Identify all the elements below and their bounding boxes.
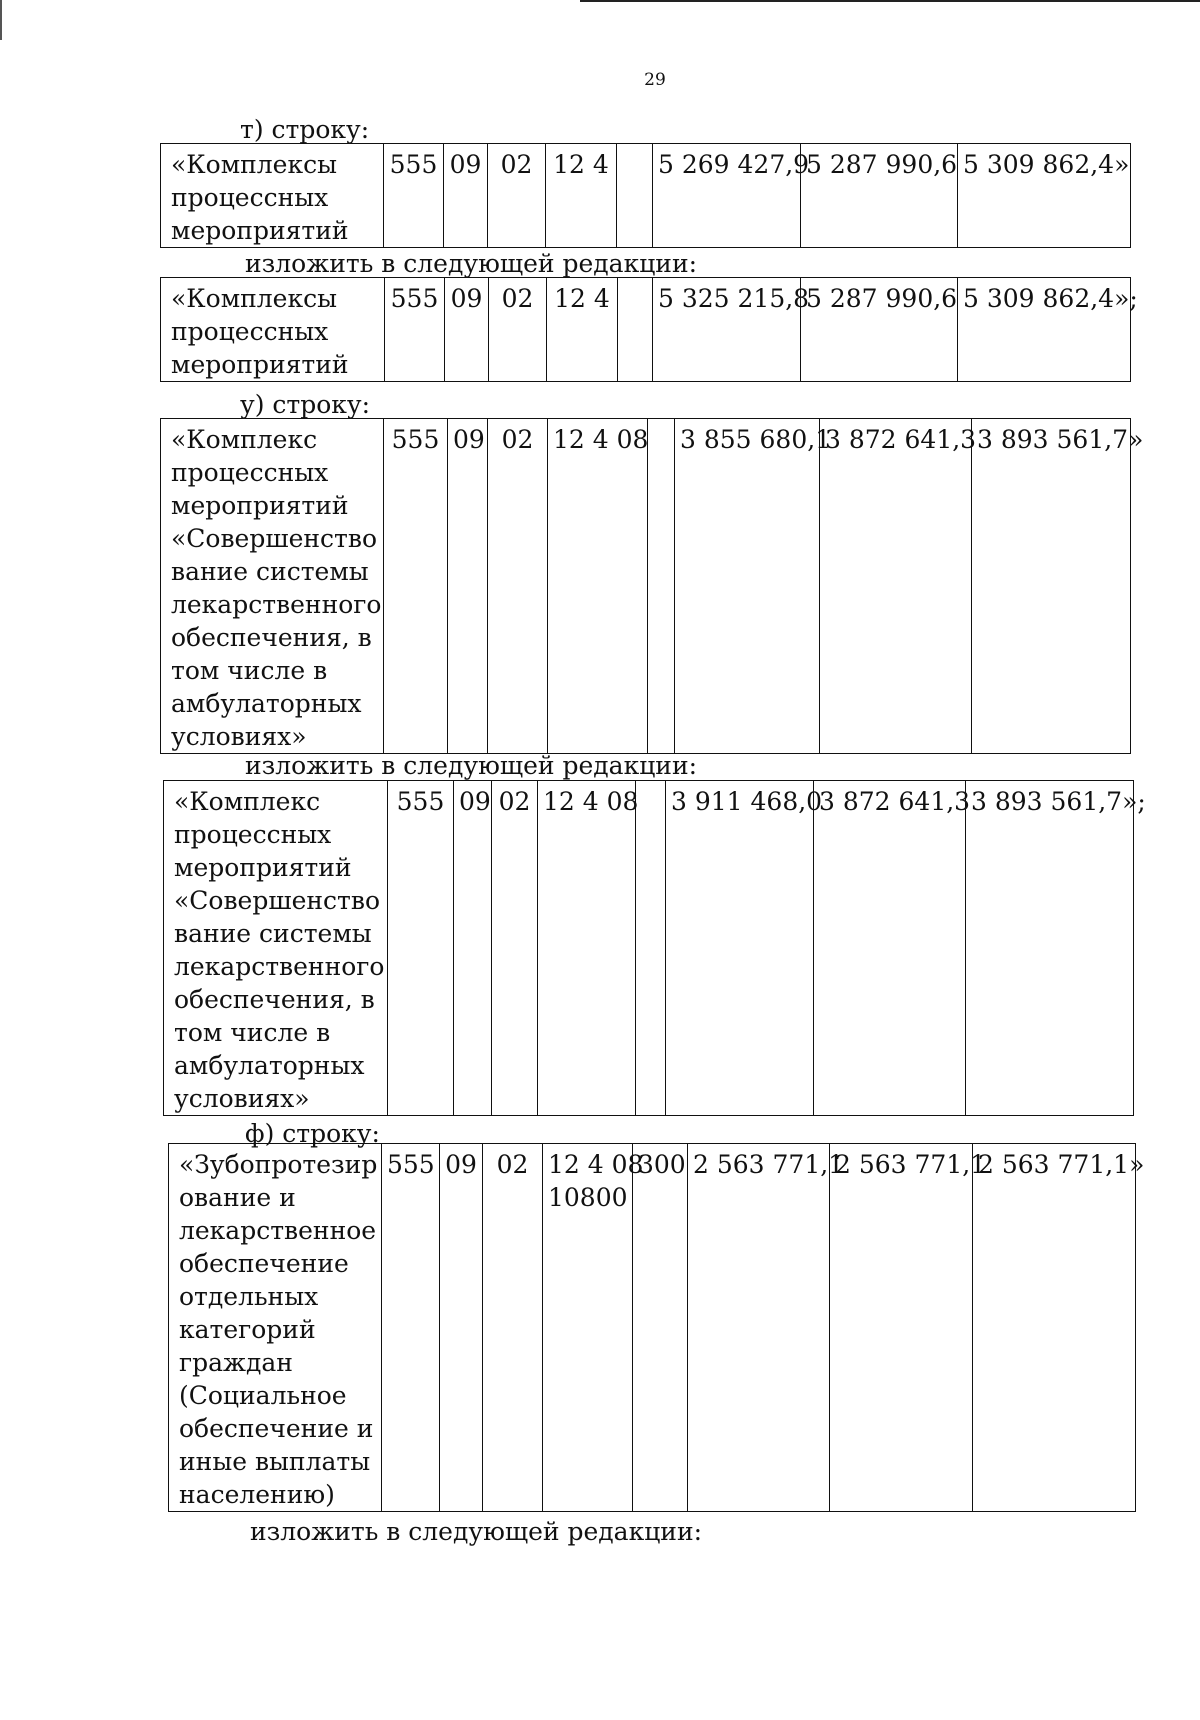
row-type	[618, 278, 653, 382]
row-subsection: 02	[483, 1144, 543, 1512]
row-target	[546, 144, 617, 248]
row-target	[538, 781, 639, 1116]
caption-f: ф) строку:	[245, 1119, 380, 1148]
budget-table-u-amended	[163, 780, 1146, 1116]
row-name: «Комплексы процессных мероприятий	[161, 278, 385, 382]
row-name: «Комплексы процессных мероприятий	[161, 144, 384, 248]
row-name: «Зубопротезир ование и лекарственное обеспечение отдельных категорий граждан (Социальное обеспечение и иные выплаты населению)	[169, 1144, 382, 1512]
row-code: 555	[388, 781, 454, 1116]
row-year2: 3 872 641,3	[814, 781, 966, 1116]
row-year2: 3 872 641,3	[820, 419, 972, 754]
row-code: 555	[384, 144, 444, 248]
row-code: 555	[384, 419, 448, 754]
budget-table-u	[160, 418, 1144, 754]
row-target-line1: 12 4 08	[553, 425, 649, 454]
caption-amended-f: изложить в следующей редакции:	[250, 1517, 703, 1546]
row-section: 09	[448, 419, 488, 754]
row-target-line1: 12 4 08	[548, 1150, 644, 1179]
row-target	[547, 278, 618, 382]
table-row	[164, 781, 1134, 1116]
budget-table-t	[160, 143, 1131, 248]
row-type	[617, 144, 653, 248]
row-type	[648, 419, 675, 754]
caption-amended-u: изложить в следующей редакции:	[245, 751, 698, 780]
row-year1: 5 269 427,9	[653, 144, 801, 248]
row-subsection: 02	[492, 781, 538, 1116]
scan-left-edge	[0, 0, 2, 40]
table-row	[161, 144, 1131, 248]
row-year1: 3 911 468,0	[666, 781, 814, 1116]
row-subsection: 02	[488, 144, 546, 248]
row-subsection: 02	[489, 278, 547, 382]
row-type: 300	[633, 1144, 688, 1512]
budget-table-t-amended	[160, 277, 1138, 382]
row-section: 09	[445, 278, 489, 382]
row-code: 555	[382, 1144, 440, 1512]
row-year1: 2 563 771,1	[688, 1144, 830, 1512]
budget-table-f	[168, 1143, 1145, 1512]
row-year1: 5 325 215,8	[653, 278, 801, 382]
table-row	[161, 278, 1131, 382]
row-year2: 5 287 990,6	[801, 144, 958, 248]
row-subsection: 02	[488, 419, 548, 754]
table-row	[161, 419, 1131, 754]
row-target-line2: 10800	[548, 1183, 628, 1212]
row-year3: 3 893 561,7»;	[966, 781, 1134, 1116]
row-name: «Комплекс процессных мероприятий «Совершенство вание системы лекарственного обеспечения, в том числе в амбулаторных условиях»	[161, 419, 384, 754]
row-section: 09	[440, 1144, 483, 1512]
row-year2: 2 563 771,1	[830, 1144, 973, 1512]
row-year3: 2 563 771,1»	[973, 1144, 1136, 1512]
page-number: 29	[644, 70, 666, 90]
row-target-line1: 12 4 08	[543, 787, 639, 816]
row-section: 09	[454, 781, 492, 1116]
caption-amended-t: изложить в следующей редакции:	[245, 249, 698, 278]
row-type	[636, 781, 666, 1116]
table-row	[169, 1144, 1136, 1512]
row-target	[543, 1144, 644, 1512]
row-year3: 5 309 862,4»;	[958, 278, 1131, 382]
row-section: 09	[444, 144, 488, 248]
row-code: 555	[385, 278, 445, 382]
scan-top-edge	[580, 0, 1200, 2]
row-year3: 5 309 862,4»	[958, 144, 1131, 248]
row-name: «Комплекс процессных мероприятий «Совершенство вание системы лекарственного обеспечения, в том числе в амбулаторных условиях»	[164, 781, 388, 1116]
row-year2: 5 287 990,6	[801, 278, 958, 382]
row-year1: 3 855 680,1	[675, 419, 820, 754]
row-target-line1: 12 4	[554, 284, 610, 313]
row-target-line1: 12 4	[553, 150, 609, 179]
caption-t: т) строку:	[240, 115, 370, 144]
row-year3: 3 893 561,7»	[972, 419, 1131, 754]
row-target	[548, 419, 648, 754]
caption-u: у) строку:	[240, 390, 371, 419]
